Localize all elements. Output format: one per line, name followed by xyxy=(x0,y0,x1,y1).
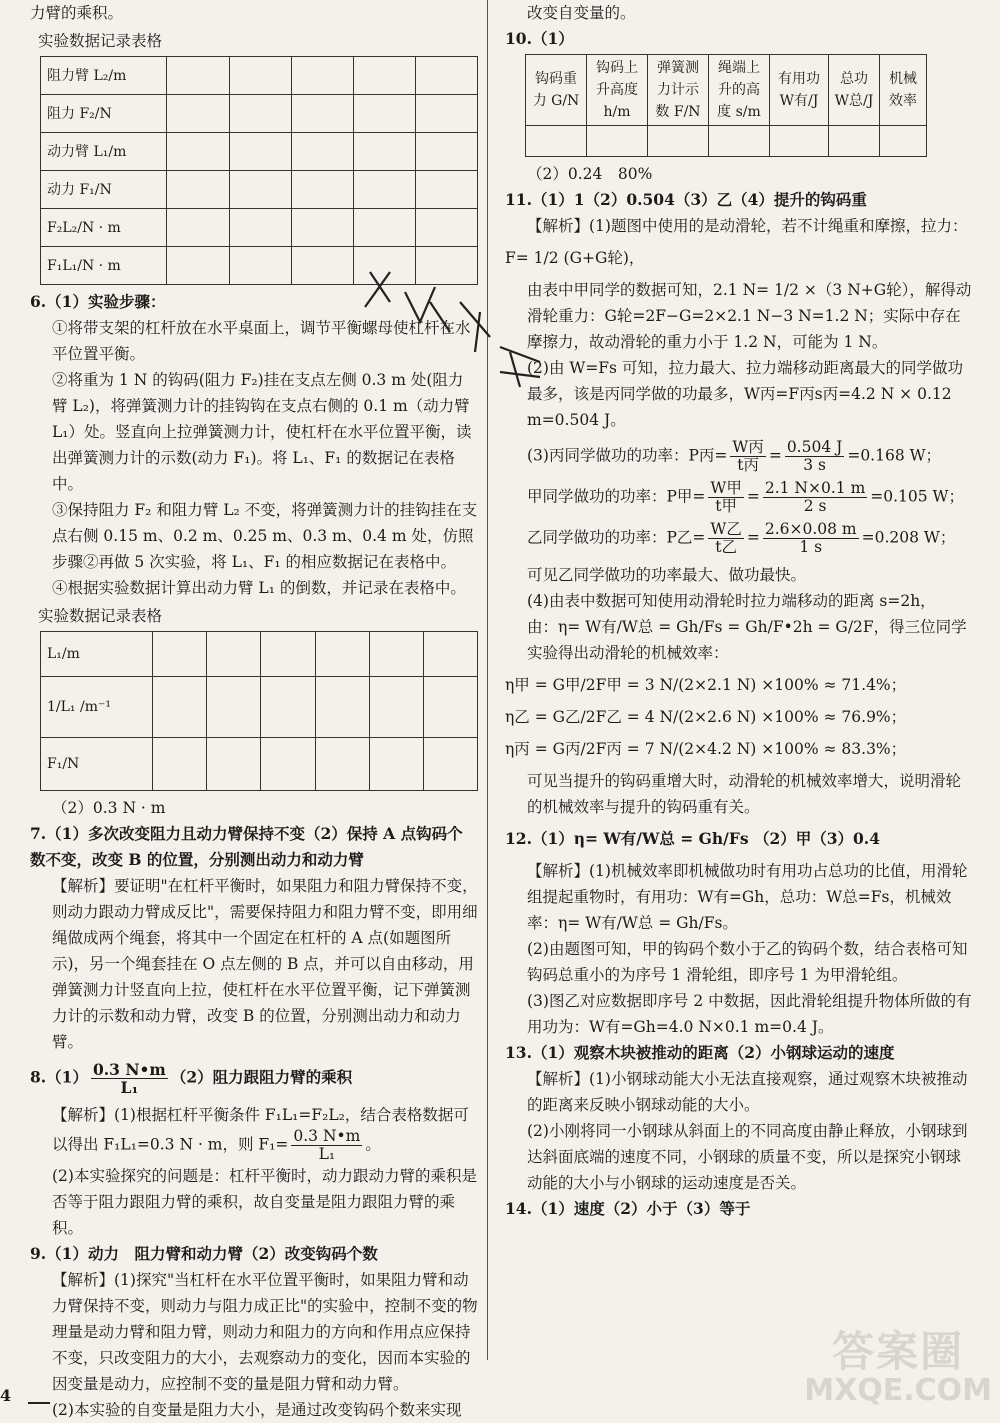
analysis: (2)本实验的自变量是阻力大小，是通过改变钩码个数来实现 xyxy=(52,1401,462,1419)
numerator: W乙 xyxy=(710,520,742,538)
step-1: ①将带支架的杠杆放在水平桌面上，调节平衡螺母使杠杆在水平位置平衡。 xyxy=(52,319,471,363)
result: =0.208 W； xyxy=(861,528,956,547)
row-label: F₂L₂/N · m xyxy=(41,209,167,247)
table-caption: 实验数据记录表格 xyxy=(38,32,163,50)
fraction xyxy=(730,439,765,474)
watermark-url: MXQE.COM xyxy=(804,1373,992,1408)
numerator: 0.3 N•m xyxy=(293,1127,361,1145)
label: 乙同学做功的功率：P乙= xyxy=(527,528,706,547)
row-label: F₁L₁/N · m xyxy=(41,247,167,285)
row-label: 1/L₁ /m⁻¹ xyxy=(41,677,153,738)
row-label: 动力 F₁/N xyxy=(41,171,167,209)
question-10: 10.（1） xyxy=(505,29,574,48)
analysis: 【解析】(1)小钢球动能大小无法直接观察，通过观察木块被推动的距离来反映小钢球动能的大小。 xyxy=(527,1070,968,1114)
row-label: 动力臂 L₁/m xyxy=(41,133,167,171)
power-yi: 乙同学做功的功率：P乙= $\frac{\text{W乙}}{\text{t乙}}$ = $\frac{2.6\times 0.08 m}{1 s}$ =0.208 W； xyxy=(527,520,956,556)
row-label: 阻力 F₂/N xyxy=(41,95,167,133)
denominator: L₁ xyxy=(318,1145,336,1163)
question-14: 14.（1）速度（2）小于（3）等于 xyxy=(505,1199,751,1218)
analysis xyxy=(30,1102,478,1163)
q8-prefix: 8.（1） xyxy=(30,1067,88,1087)
analysis: 【解析】(1)机械效率即机械做功时有用功占总功的比值，用滑轮组提起重物时，有用功：W有=Gh，总功：W总=Fs，机械效率：η= W有/W总 = Gh/Fs。 xyxy=(527,862,968,932)
analysis: (3)图乙对应数据即序号 2 中数据，因此滑轮组提升物体所做的有用功为：W有=Gh=4.0 N×0.1 m=0.4 J。 xyxy=(527,992,972,1036)
label: 甲同学做功的功率：P甲= xyxy=(527,487,706,506)
analysis: 由表中甲同学的数据可知，2.1 N= 1/2 ×（3 N+G轮），解得动滑轮重力：G轮=2F−G=2×2.1 N−3 N=1.2 N；实际中存在摩擦力，故动滑轮的重力小于 1.2 N，可能为 1 N。 xyxy=(527,281,972,351)
data-table-2 xyxy=(40,631,478,791)
analysis: 可见当提升的钩码重增大时，动滑轮的机械效率增大，说明滑轮的机械效率与提升的钩码重有关。 xyxy=(527,772,962,816)
line: 改变自变量的。 xyxy=(527,4,636,22)
analysis: 【解析】(1)探究"当杠杆在水平位置平衡时，如果阻力臂和动力臂保持不变，则动力与阻力成正比"的实验中，控制不变的物理量是动力臂和阻力臂，则动力和阻力的方向和作用点应保持不变，只改变阻力的大小，去观察动力的变化，因而本实验的因变量是动力，应控制不变的量是阻力臂和动力臂。 xyxy=(52,1271,478,1393)
analysis: 【解析】要证明"在杠杆平衡时，如果阻力和阻力臂保持不变，则动力跟动力臂成反比"，需要保持阻力和阻力臂不变，即用细绳做成两个绳套，将其中一个固定在杠杆的 A 点(如题图所示)，另一个绳套挂在 O 点左侧的 B 点，并可以自由移动，用弹簧测力计竖直向上拉，使杠杆在水平位置平衡，记下弹簧测力计的示数和动力臂，改变 B 的位置，分别测出动力和动力臂。 xyxy=(52,877,478,1051)
numerator: 2.1 N×0.1 m xyxy=(764,479,866,497)
header-cell: 机械效率 xyxy=(880,55,927,126)
result: =0.168 W； xyxy=(847,446,942,465)
analysis: (4)由表中数据可知使用动滑轮时拉力端移动的距离 s=2h， xyxy=(527,592,936,610)
analysis: (2)由 W=Fs 可知，拉力最大、拉力端移动距离最大的同学做功最多，该是丙同学做的功最多，W丙=F丙s丙=4.2 N × 0.12 m=0.504 J。 xyxy=(527,359,963,429)
fraction xyxy=(708,521,743,556)
question-6: 6.（1）实验步骤： xyxy=(30,292,166,311)
row-label: F₁/N xyxy=(41,738,153,791)
q8-rest: （2）阻力跟阻力臂的乘积 xyxy=(170,1067,353,1087)
denominator: 2 s xyxy=(803,497,827,515)
page-number: 4 xyxy=(0,1386,12,1405)
row-label: L₁/m xyxy=(41,632,153,677)
answer: （2）0.3 N · m xyxy=(52,799,166,817)
question-9: 9.（1）动力 阻力臂和动力臂（2）改变钩码个数 xyxy=(30,1244,378,1263)
fraction xyxy=(91,1061,168,1096)
header-cell: 钩码重力 G/N xyxy=(526,55,587,126)
column-divider xyxy=(487,0,488,1360)
efficiency-yi: η乙 = G乙/2F乙 = 4 N/(2×2.6 N) ×100% ≈ 76.9%； xyxy=(505,708,907,726)
result: =0.105 W； xyxy=(870,487,964,506)
power-bing: (3)丙同学做功的功率：P丙= $\frac{\text{W丙}}{\text{t丙}}$ = $\frac{0.504 J}{3 s}$ =0.168 W； xyxy=(527,438,942,474)
numerator: 2.6×0.08 m xyxy=(764,520,857,538)
denominator: 1 s xyxy=(799,538,823,556)
header-cell: 有用功 W有/J xyxy=(770,55,829,126)
analysis: 由：η= W有/W总 = Gh/Fs = Gh/F•2h = G/2F，得三位同学实验得出动滑轮的机械效率： xyxy=(527,618,967,662)
question-13: 13.（1）观察木块被推动的距离（2）小钢球运动的速度 xyxy=(505,1043,895,1062)
numerator: W丙 xyxy=(732,438,764,456)
numerator: W甲 xyxy=(710,479,742,497)
power-jia: 甲同学做功的功率：P甲= $\frac{\text{W甲}}{\text{t甲}}$ = $\frac{2.1 N\times 0.1 m}{2 s}$ =0.105 W； xyxy=(527,479,964,515)
question-12: 12.（1）η= W有/W总 = Gh/Fs （2）甲（3）0.4 xyxy=(505,829,880,848)
fraction xyxy=(708,480,743,515)
label: (3)丙同学做功的功率：P丙= xyxy=(527,446,728,465)
analysis-tail: 。 xyxy=(365,1135,381,1154)
line: 力臂的乘积。 xyxy=(30,4,124,22)
header-cell: 绳端上升的高度 s/m xyxy=(709,55,770,126)
fraction xyxy=(763,480,867,515)
fraction xyxy=(785,439,845,474)
analysis: 【解析】(1)题图中使用的是动滑轮，若不计绳重和摩擦，拉力： xyxy=(527,217,968,235)
watermark-brand: 答案圈 xyxy=(832,1327,965,1376)
right-column xyxy=(505,0,973,1222)
header-cell: 钩码上升高度 h/m xyxy=(587,55,648,126)
analysis: (2)由题图可知，甲的钩码个数小于乙的钩码个数，结合表格可知钩码总重小的为序号 1 滑轮组，即序号 1 为甲滑轮组。 xyxy=(527,940,968,984)
q10-table xyxy=(525,54,927,157)
header-cell: 总功 W总/J xyxy=(829,55,880,126)
denominator: t甲 xyxy=(715,497,737,515)
question-7: 7.（1）多次改变阻力且动力臂保持不变（2）保持 A 点钩码个数不变，改变 B 的位置，分别测出动力和动力臂 xyxy=(30,824,463,869)
denominator: 3 s xyxy=(803,456,826,474)
denominator: L₁ xyxy=(120,1078,139,1097)
left-column xyxy=(30,0,478,1423)
denominator: t丙 xyxy=(737,456,759,474)
formula: F= 1/2 (G+G轮)， xyxy=(505,249,645,267)
step-3: ③保持阻力 F₂ 和阻力臂 L₂ 不变，将弹簧测力计的挂钩挂在支点右侧 0.15 m、0.2 m、0.25 m、0.3 m、0.4 m 处，仿照步骤②再做 5 次实验，将 L₁、F₁ 的相应数据记在表格中。 xyxy=(52,501,478,571)
question-11: 11.（1）1（2）0.504（3）乙（4）提升的钩码重 xyxy=(505,190,867,209)
efficiency-jia: η甲 = G甲/2F甲 = 3 N/(2×2.1 N) ×100% ≈ 71.4%； xyxy=(505,676,907,694)
analysis: 可见乙同学做功的功率最大、做功最快。 xyxy=(527,566,807,584)
fraction xyxy=(763,521,859,556)
page-number-rule xyxy=(28,1402,50,1404)
analysis-text: 【解析】(1)根据杠杆平衡条件 F₁L₁=F₂L₂，结合表格数据可以得出 F₁L₁=0.3 N · m，则 F₁= xyxy=(52,1106,469,1154)
denominator: t乙 xyxy=(715,538,737,556)
numerator: 0.504 J xyxy=(786,438,843,456)
data-table-1 xyxy=(40,56,478,285)
analysis: (2)本实验探究的问题是：杠杆平衡时，动力跟动力臂的乘积是否等于阻力跟阻力臂的乘积，故自变量是阻力跟阻力臂的乘积。 xyxy=(52,1167,477,1237)
answer: （2）0.24 80% xyxy=(527,165,653,183)
fraction xyxy=(291,1128,362,1163)
table-caption: 实验数据记录表格 xyxy=(38,607,163,625)
numerator: 0.3 N•m xyxy=(92,1060,166,1079)
question-8 xyxy=(30,1061,478,1096)
analysis: (2)小刚将同一小钢球从斜面上的不同高度由静止释放，小钢球到达斜面底端的速度不同，小钢球的质量不变，所以是探究小钢球动能的大小与小钢球的运动速度是否关。 xyxy=(527,1122,968,1192)
step-2: ②将重为 1 N 的钩码(阻力 F₂)挂在支点左侧 0.3 m 处(阻力臂 L₂)，将弹簧测力计的挂钩钩在支点右侧的 0.1 m（动力臂 L₁）处。竖直向上拉弹簧测力计，使杠杆在水平位置平衡，读出弹簧测力计的示数(动力 F₁)。将 L₁、F₁ 的数据记在表格中。 xyxy=(52,371,472,493)
watermark xyxy=(804,1329,992,1407)
step-4: ④根据实验数据计算出动力臂 L₁ 的倒数，并记录在表格中。 xyxy=(52,579,466,597)
header-cell: 弹簧测力计示数 F/N xyxy=(648,55,709,126)
efficiency-bing: η丙 = G丙/2F丙 = 7 N/(2×4.2 N) ×100% ≈ 83.3%； xyxy=(505,740,907,758)
row-label: 阻力臂 L₂/m xyxy=(41,57,167,95)
